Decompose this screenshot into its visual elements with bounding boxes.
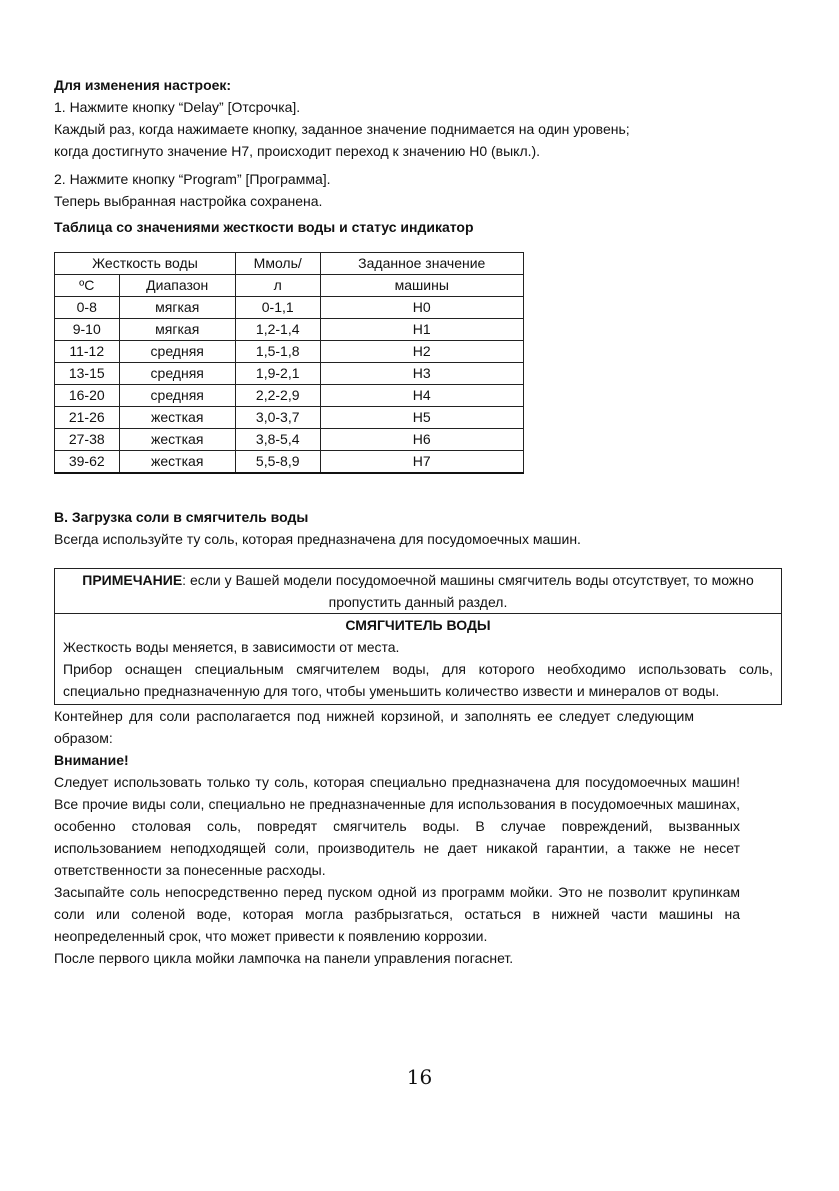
cell-degree: 0-8: [55, 297, 120, 319]
cell-setting: H0: [320, 297, 523, 319]
cell-mmol: 5,5-8,9: [235, 451, 320, 474]
table-title: Таблица со значениями жесткости воды и статус индикатор: [54, 219, 474, 235]
table-header-row-2: [55, 275, 524, 297]
attention-paragraph-1: Следует использовать только ту соль, которая специально предназначена для посудомоечных машин! Все прочие виды соли, специально не предназначенные для использования в посудомоечных машинах, особенно столовая соль, повредят смягчитель воды. В случае повреждений, вызванных использованием неподходящей соли, производитель не дает никакой гарантии, а также не несет ответственности за понесенные расходы.: [54, 774, 740, 878]
table-row: [55, 319, 524, 341]
cell-mmol: 1,9-2,1: [235, 363, 320, 385]
attention-paragraph-2: Засыпайте соль непосредственно перед пуском одной из программ мойки. Это не позволит крупинкам соли или соленой воде, которая могла разбрызгаться, остаться в нижней части машины на неопределенный срок, что может привести к появлению коррозии.: [54, 884, 740, 944]
cell-mmol: 3,8-5,4: [235, 429, 320, 451]
cell-setting: H1: [320, 319, 523, 341]
cell-mmol: 1,5-1,8: [235, 341, 320, 363]
header-degree: ºC: [55, 275, 120, 297]
cell-mmol: 0-1,1: [235, 297, 320, 319]
table-header-row: [55, 253, 524, 275]
table-row: [55, 363, 524, 385]
settings-heading: Для изменения настроек:: [54, 77, 232, 93]
cell-mmol: 1,2-1,4: [235, 319, 320, 341]
softener-paragraph: Прибор оснащен специальным смягчителем воды, для которого необходимо использовать соль, специально предназначенную для того, чтобы уменьшить количество извести и минералов от воды.: [63, 661, 773, 699]
page-number: 16: [406, 1065, 433, 1089]
table-row: [55, 341, 524, 363]
table-row: [55, 407, 524, 429]
note-text: [55, 569, 781, 613]
step-2: 2. Нажмите кнопку “Program” [Программа].: [54, 171, 331, 187]
cell-setting: H5: [320, 407, 523, 429]
document-page: [54, 74, 784, 969]
section-b-heading: B. Загрузка соли в смягчитель воды: [54, 509, 309, 525]
header-setting-bottom: машины: [320, 275, 523, 297]
cell-degree: 16-20: [55, 385, 120, 407]
body-text: [54, 705, 740, 969]
table-row: [55, 385, 524, 407]
note-box: [54, 568, 782, 705]
cell-mmol: 2,2-2,9: [235, 385, 320, 407]
softener-heading: СМЯГЧИТЕЛЬ ВОДЫ: [345, 617, 491, 633]
header-range: Диапазон: [119, 275, 235, 297]
softener-block: [55, 636, 781, 705]
cell-setting: H7: [320, 451, 523, 474]
step-2-line-2: Теперь выбранная настройка сохранена.: [54, 193, 323, 209]
cell-setting: H2: [320, 341, 523, 363]
cell-range: мягкая: [119, 319, 235, 341]
cell-setting: H6: [320, 429, 523, 451]
cell-setting: H4: [320, 385, 523, 407]
cell-range: средняя: [119, 385, 235, 407]
table-row: [55, 451, 524, 474]
note-label: ПРИМЕЧАНИЕ: [82, 572, 183, 588]
cell-degree: 21-26: [55, 407, 120, 429]
cell-degree: 39-62: [55, 451, 120, 474]
cell-range: мягкая: [119, 297, 235, 319]
water-hardness-table: [54, 252, 524, 474]
attention-heading: Внимание!: [54, 752, 129, 768]
cell-range: средняя: [119, 341, 235, 363]
step-1: 1. Нажмите кнопку “Delay” [Отсрочка].: [54, 99, 301, 115]
cell-mmol: 3,0-3,7: [235, 407, 320, 429]
container-text: Контейнер для соли располагается под нижней корзиной, и заполнять ее следует следующим образом:: [54, 708, 694, 746]
header-mmol-top: Ммоль/: [235, 253, 320, 275]
cell-range: жесткая: [119, 407, 235, 429]
cell-degree: 13-15: [55, 363, 120, 385]
cell-degree: 11-12: [55, 341, 120, 363]
table-row: [55, 429, 524, 451]
softener-line-1: Жесткость воды меняется, в зависимости от места.: [63, 639, 400, 655]
cell-degree: 9-10: [55, 319, 120, 341]
section-b-text: Всегда используйте ту соль, которая предназначена для посудомоечных машин.: [54, 531, 581, 547]
header-hardness: Жесткость воды: [55, 253, 236, 275]
cell-range: жесткая: [119, 451, 235, 474]
cell-setting: H3: [320, 363, 523, 385]
step-1-line-2: Каждый раз, когда нажимаете кнопку, заданное значение поднимается на один уровень;: [54, 121, 630, 137]
attention-paragraph-3: После первого цикла мойки лампочка на панели управления погаснет.: [54, 950, 514, 966]
cell-range: жесткая: [119, 429, 235, 451]
cell-range: средняя: [119, 363, 235, 385]
header-setting-top: Заданное значение: [320, 253, 523, 275]
cell-degree: 27-38: [55, 429, 120, 451]
note-body: : если у Вашей модели посудомоечной машины смягчитель воды отсутствует, то можно пропустить данный раздел.: [182, 572, 754, 610]
table-row: [55, 297, 524, 319]
step-1-line-3: когда достигнуто значение H7, происходит переход к значению H0 (выкл.).: [54, 143, 541, 159]
header-mmol-bottom: л: [235, 275, 320, 297]
